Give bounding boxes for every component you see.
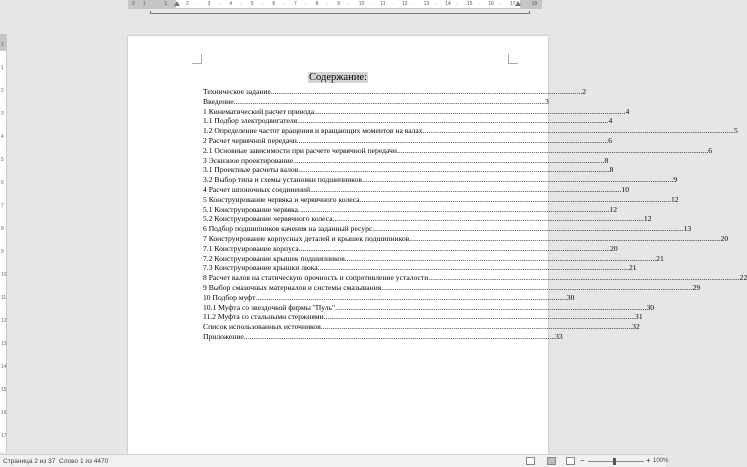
vertical-ruler-tick: 2 (1, 88, 4, 94)
toc-entry-page: 10 (621, 184, 629, 194)
vertical-ruler-tick: 16 (1, 410, 7, 416)
toc-entry-title: Введение (203, 96, 234, 106)
zoom-slider-thumb[interactable] (613, 458, 616, 465)
ruler-tick: 13 (423, 1, 430, 7)
ruler-tick: · (196, 1, 199, 7)
toc-entry[interactable] (203, 145, 713, 156)
vertical-ruler-tick: 11 (1, 295, 7, 301)
toc-leader-dots (297, 136, 608, 145)
toc-entry-page: 12 (671, 194, 679, 204)
toc-entry-page: 12 (643, 214, 652, 224)
toc-entry[interactable] (203, 253, 664, 264)
toc-entry-title: 1.1 Подбор электродвигателя (203, 116, 298, 126)
document-page[interactable] (128, 36, 747, 454)
ruler-tick: 12 (402, 1, 408, 7)
toc-entry-title: 7.2 Конструирование крышек подшипников (203, 253, 345, 263)
toc-leader-dots (372, 224, 683, 233)
horizontal-ruler[interactable] (128, 0, 542, 9)
ruler-tick: 10 (358, 1, 365, 7)
ruler-tick: 1 (164, 1, 168, 7)
toc-entry[interactable] (203, 96, 549, 107)
vertical-ruler-tick: 15 (1, 387, 7, 393)
toc-entry-page: 6 (608, 135, 612, 145)
toc-entry[interactable] (203, 116, 613, 126)
toc-entry[interactable] (203, 204, 617, 215)
toc-entry[interactable] (203, 331, 563, 342)
toc-entry[interactable] (203, 224, 692, 234)
toc-entry-page: 22 (739, 273, 747, 283)
toc-entry-page: 9 (673, 175, 678, 185)
toc-entry-page: 5 (733, 126, 738, 136)
toc-leader-dots (310, 185, 621, 194)
read-mode-icon[interactable] (526, 457, 535, 465)
zoom-level[interactable]: 100% (653, 458, 669, 464)
toc-entry-title: 5 Конструирование червяка и червячного колеса (203, 194, 360, 204)
ruler-tick: 8 (315, 1, 319, 7)
toc-entry-page: 30 (646, 302, 655, 312)
toc-leader-dots (299, 244, 610, 253)
ruler-tick: 5 (250, 1, 254, 7)
toc-entry[interactable] (203, 135, 612, 146)
ruler-tick: · (153, 1, 156, 7)
right-indent-marker[interactable] (515, 1, 521, 6)
toc-entry-title: 9 Выбор смазочных материалов и системы смазывания (203, 282, 382, 292)
ruler-tick: · (499, 1, 501, 7)
toc-leader-dots (381, 283, 692, 292)
toc-leader-dots (321, 322, 632, 331)
toc-entry-page: 4 (608, 116, 613, 126)
print-layout-icon[interactable] (547, 457, 556, 465)
ruler-band (0, 0, 666, 14)
toc-entry[interactable] (203, 126, 738, 136)
toc-entry-title: Список использованных источников (203, 322, 321, 332)
vertical-ruler-tick: 8 (1, 226, 4, 232)
toc-entry-title: 4 Расчет шпоночных соединений (203, 184, 311, 194)
ruler-tick: · (304, 1, 307, 7)
ruler-tick: 2 (186, 1, 189, 7)
toc-entry-page: 6 (708, 145, 713, 155)
toc-entry[interactable] (203, 292, 575, 303)
status-bar (0, 454, 669, 467)
toc-leader-dots (244, 332, 555, 341)
toc-entry[interactable] (203, 243, 618, 254)
toc-entry-title: 2 Расчет червячной передачи (203, 135, 297, 145)
ruler-tick: · (477, 1, 480, 7)
ruler-tick: 11 (380, 1, 386, 7)
toc-entry-title: 7.3 Конструирование крышки люка (203, 263, 318, 273)
toc-leader-dots (298, 165, 609, 174)
toc-leader-dots (324, 312, 635, 321)
toc-entry-page: 3 (544, 96, 549, 106)
toc-entry-page: 21 (656, 253, 664, 263)
toc-leader-dots (345, 254, 656, 263)
toc-leader-dots (333, 214, 644, 223)
ruler-tick: · (456, 1, 458, 7)
toc-entry-page: 30 (566, 292, 575, 302)
toc-leader-dots (318, 263, 629, 272)
ruler-left-margin (128, 0, 176, 9)
toc-leader-dots (360, 195, 671, 204)
ruler-tick: 2 (132, 1, 135, 7)
toc-entry-page: 20 (610, 243, 618, 253)
toc-entry[interactable] (203, 233, 729, 244)
toc-entry-page: 2 (582, 87, 586, 96)
toc-entry-title: Приложение (203, 331, 244, 341)
ruler-tick: · (240, 1, 242, 7)
toc-leader-dots (409, 234, 720, 243)
toc-leader-dots (428, 273, 739, 282)
toc-entry-title: 8 Расчет валов на статическую прочность и сопротивление усталости (203, 273, 429, 283)
table-column-marker (150, 11, 530, 14)
ruler-tick: · (348, 1, 350, 7)
ruler-tick: 16 (488, 1, 494, 7)
toc-entry-title: 3.2 Выбор типа и схемы установки подшипников (203, 175, 362, 185)
toc-entry-title: 2.1 Основные зависимости при расчете червячной передачи (203, 145, 397, 155)
ruler-tick: 3 (207, 1, 211, 7)
toc-entry-title: 7.1 Конструирование корпуса (203, 243, 299, 253)
toc-entry-page: 8 (609, 165, 614, 175)
vertical-ruler-tick: 13 (1, 341, 7, 347)
ruler-tick: · (391, 1, 393, 7)
vertical-ruler-tick: 1 (1, 65, 4, 71)
vertical-ruler-tick: 12 (1, 318, 7, 324)
vertical-ruler-tick: 3 (1, 111, 4, 117)
toc-entry[interactable] (203, 302, 655, 313)
toc-entry[interactable] (203, 155, 609, 166)
ruler-tick: 18 (531, 1, 538, 7)
toc-leader-dots (293, 156, 604, 165)
vertical-ruler-tick: 14 (1, 364, 7, 370)
page-counter[interactable]: Страница 2 из 37 (3, 458, 56, 465)
zoom-out-button[interactable]: − (580, 456, 585, 465)
toc-entry-title: 1 Кинематический расчет привода (203, 106, 315, 116)
toc-entry-page: 4 (625, 106, 630, 116)
toc-entry[interactable] (203, 263, 637, 273)
vertical-ruler-tick: 1 (1, 42, 4, 48)
crop-mark-top-right (508, 54, 518, 64)
ruler-tick: 9 (337, 1, 340, 7)
vertical-ruler-tick: 9 (1, 249, 4, 255)
vertical-ruler-tick: 7 (1, 203, 4, 209)
toc-leader-dots (397, 146, 708, 155)
toc-heading-text: Содержание: (309, 72, 367, 83)
ruler-tick: 7 (294, 1, 297, 7)
ruler-tick: 6 (272, 1, 276, 7)
toc-entry-page: 13 (683, 224, 692, 234)
zoom-in-button[interactable]: + (646, 456, 651, 465)
toc-entry[interactable] (203, 282, 701, 293)
ruler-tick: 1 (142, 1, 146, 7)
toc-entry-page: 32 (632, 322, 640, 332)
toc-entry[interactable] (203, 273, 747, 283)
ruler-tick: · (369, 1, 372, 7)
ruler-tick: · (326, 1, 329, 7)
toc-entry[interactable] (203, 322, 640, 332)
word-counter[interactable]: Слово 1 из 4470 (59, 458, 109, 465)
toc-leader-dots (362, 175, 673, 184)
ruler-tick: · (175, 1, 177, 7)
toc-leader-dots (234, 97, 545, 106)
toc-entry-title: 3 Эскизное проектирование (203, 155, 294, 165)
toc-entry-page: 31 (635, 312, 643, 322)
crop-mark-top-left (192, 54, 202, 64)
toc-leader-dots (271, 87, 582, 96)
ruler-tick: 15 (466, 1, 473, 7)
vertical-ruler-tick: 6 (1, 180, 4, 186)
toc-entry-title: 5.1 Конструирование червяка (203, 204, 299, 214)
table-of-contents (203, 87, 747, 342)
toc-entry[interactable] (203, 214, 652, 224)
vertical-ruler-tick: 5 (1, 157, 4, 163)
toc-leader-dots (298, 205, 609, 214)
ruler-tick: · (261, 1, 264, 7)
toc-entry[interactable] (203, 184, 629, 195)
vertical-ruler[interactable] (0, 34, 7, 452)
toc-entry-title: 7 Конструирование корпусных деталей и крышек подшипников (203, 233, 410, 243)
ruler-tick: · (434, 1, 437, 7)
vertical-ruler-tick: 4 (1, 134, 4, 140)
toc-entry-page: 20 (720, 233, 729, 243)
toc-entry-title: 11.2 Муфта со стальными стержнями (203, 312, 324, 322)
toc-heading (128, 67, 548, 85)
toc-leader-dots (423, 126, 734, 135)
toc-leader-dots (255, 293, 566, 302)
zoom-slider-track[interactable] (588, 461, 644, 462)
toc-entry[interactable] (203, 194, 679, 205)
toc-entry-page: 21 (628, 263, 637, 273)
toc-entry[interactable] (203, 165, 614, 175)
toc-entry-title: 3.1 Проектные расчеты валов (203, 165, 299, 175)
vertical-ruler-tick: 17 (1, 433, 7, 439)
left-indent-marker[interactable] (174, 1, 180, 6)
toc-entry-title: 10 Подбор муфт (203, 292, 256, 302)
ruler-tick: · (283, 1, 285, 7)
ruler-tick: · (412, 1, 415, 7)
toc-leader-dots (314, 107, 625, 116)
toc-entry-title: 1.2 Определение частот вращения и вращающих моментов на валах (203, 126, 423, 136)
toc-entry-title: 5.2 Конструирование червячного колеса (203, 214, 333, 224)
toc-entry[interactable] (203, 87, 586, 97)
toc-entry-title: Техническое задание (203, 87, 271, 96)
toc-entry[interactable] (203, 312, 643, 322)
toc-entry-page: 29 (692, 282, 701, 292)
toc-entry-page: 8 (604, 155, 609, 165)
toc-entry-title: 6 Подбор подшипников качения на заданный ресурс (203, 224, 373, 234)
toc-leader-dots (335, 303, 646, 312)
web-layout-icon[interactable] (566, 457, 575, 465)
vertical-ruler-tick: 10 (1, 272, 7, 278)
ruler-tick: · (520, 1, 523, 7)
toc-leader-dots (297, 116, 608, 125)
ruler-tick: · (218, 1, 221, 7)
toc-entry-page: 33 (555, 331, 563, 341)
ruler-tick: 14 (445, 1, 451, 7)
toc-entry[interactable] (203, 106, 630, 117)
toc-entry[interactable] (203, 175, 678, 185)
toc-entry-page: 12 (609, 204, 617, 214)
toc-entry-title: 10.1 Муфта со звездочкой фирмы "Пуль" (203, 302, 336, 312)
ruler-tick: 17 (510, 1, 516, 7)
ruler-tick: 4 (229, 1, 232, 7)
